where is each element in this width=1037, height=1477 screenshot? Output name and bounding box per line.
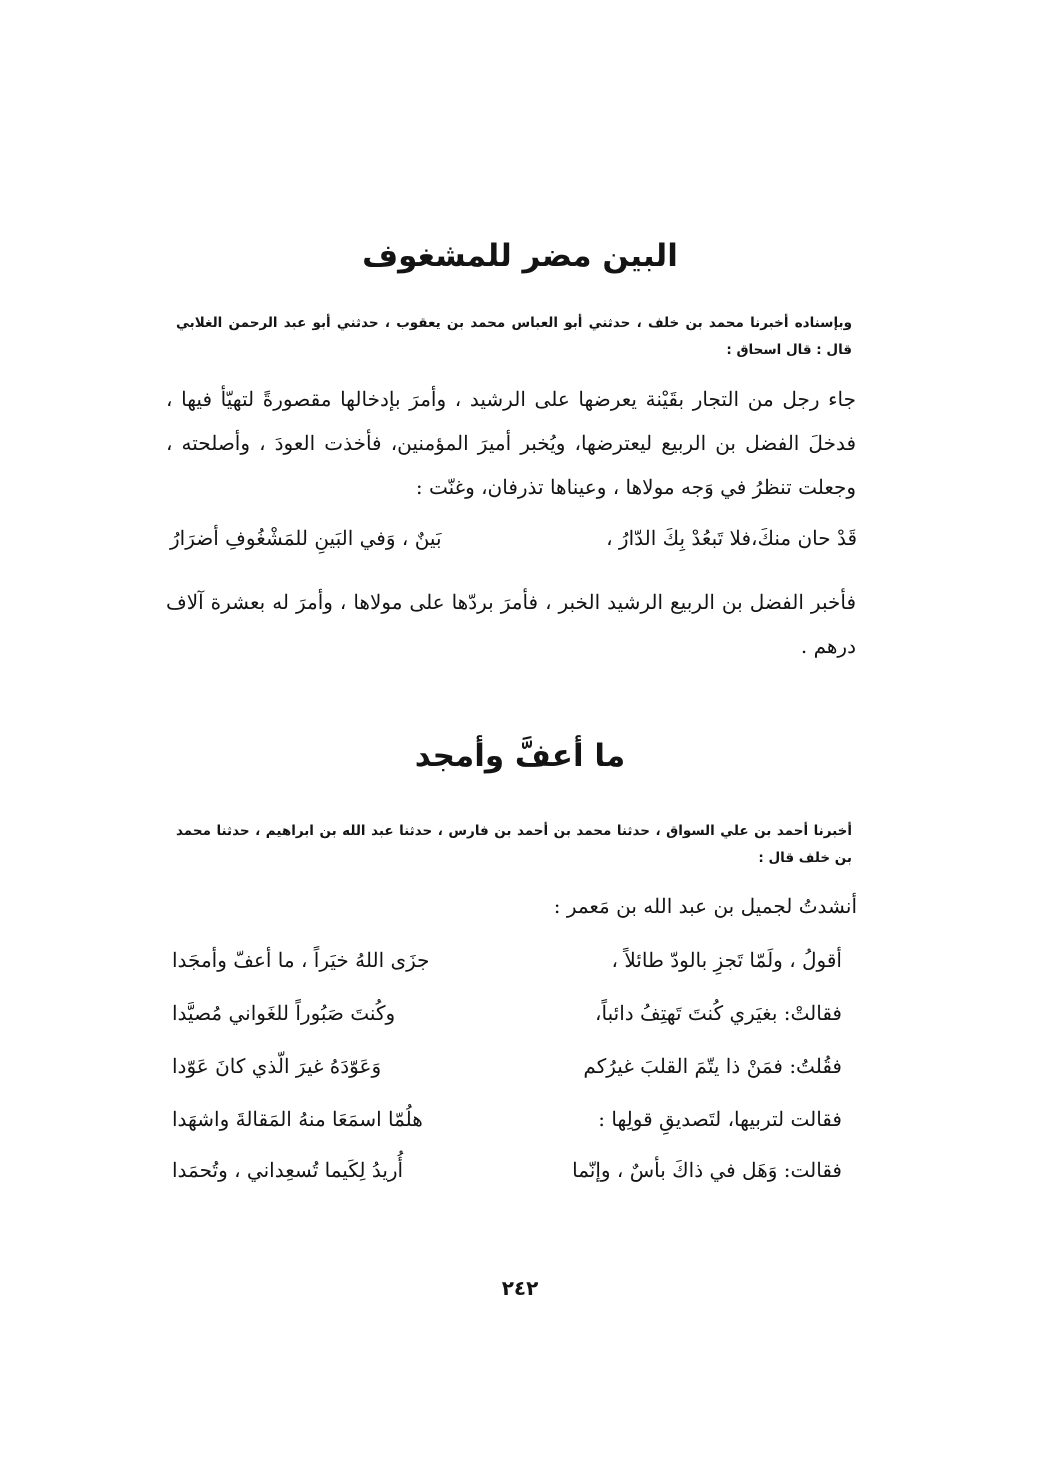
poem-couplet [166, 1001, 856, 1041]
poem-couplet [166, 948, 856, 988]
couplet-first-hemistich: فقالتْ: بغيَري كُنتَ تَهتِفُ دائباً، [595, 1001, 842, 1025]
couplet-second-hemistich: وكُنتَ صَبُوراً للغَواني مُصيَّدا [172, 1001, 396, 1025]
section2-title: ما أعفَّ وأمجد [414, 738, 626, 774]
couplet-second-hemistich: وَعَوّدَهُ غيرَ الّذي كانَ عَوّدا [172, 1054, 382, 1078]
couplet-second-hemistich: أُريدُ لِكَيما تُسعِداني ، وتُحمَدا [172, 1158, 404, 1182]
couplet-second-hemistich: جزَى اللهُ خيَراً ، ما أعفّ وأمجَدا [172, 948, 430, 972]
couplet-first-hemistich: فقالت: وَهَل في ذاكَ بأسٌ ، وإنّما [572, 1158, 842, 1182]
section1-paragraph2: فأخبر الفضل بن الربيع الرشيد الخبر ، فأمرَ بردّها على مولاها ، وأمرَ له بعشرة آلاف درهم . [166, 590, 856, 658]
page-number: ٢٤٢ [501, 1276, 539, 1300]
section2-intro: أنشدتُ لجميل بن عبد الله بن مَعمر : [553, 894, 857, 918]
poem-couplet [166, 1158, 856, 1198]
couplet-first-hemistich: أقولُ ، ولَمّا تَجزِ بالودّ طائلاً ، [611, 948, 842, 972]
section2-isnad: أخبرنا أحمد بن علي السواق ، حدثنا محمد بن أحمد بن فارس ، حدثنا عبد الله بن ابراهيم ، حدثنا محمد بن خلف قال : [176, 823, 852, 866]
poem-couplet [166, 1107, 856, 1147]
couplet-first-hemistich: فقالت لتربيها، لتَصديقِ قولِها : [598, 1107, 842, 1131]
couplet-second-hemistich: هلُمّا اسمَعَا منهُ المَقالةَ واشهَدا [172, 1107, 423, 1131]
section1-verse-hemistich1: قَدْ حان منكَ،فلا تَبعُدْ بِكَ الدّارُ ، [606, 526, 857, 550]
section1-isnad: وبإسناده أخبرنا محمد بن خلف ، حدثني أبو العباس محمد بن يعقوب ، حدثني أبو عبد الرحمن الغلابي قال : قال اسحاق : [176, 315, 852, 358]
section1-title: البين مضر للمشغوف [362, 238, 678, 274]
section1-verse-hemistich2: بَينٌ ، وَفي البَينِ للمَشْغُوفِ أضرَارُ [170, 526, 442, 550]
section1-paragraph1: جاء رجل من التجار بقَيْنة يعرضها على الرشيد ، وأمرَ بإدخالها مقصورةً لتهيّأ فيها ، فدخلَ الفضل بن الربيع ليعترضها، ويُخبر أميرَ المؤمنين، فأخذت العودَ ، وأصلحته ، وجعلت تنظرُ في وَجه مولاها ، وعيناها تذرفان، وغنّت : [166, 387, 856, 499]
couplet-first-hemistich: فقُلتُ: فمَنْ ذا يتّمَ القلبَ غيرُكم [583, 1054, 842, 1078]
poem-couplet [166, 1054, 856, 1094]
